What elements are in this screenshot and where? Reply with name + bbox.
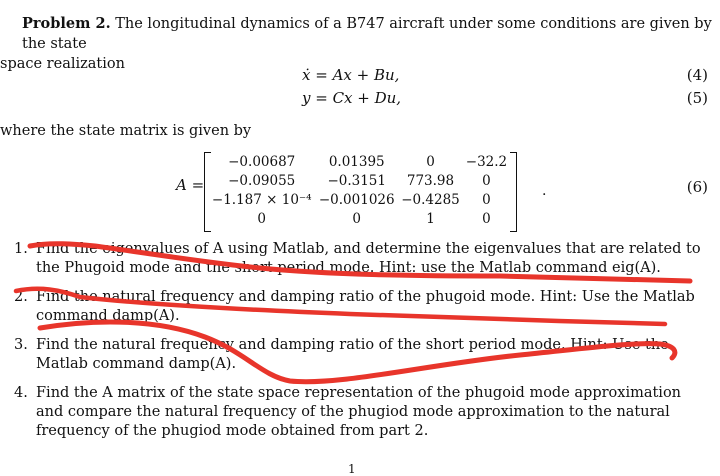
question-item (14, 240, 710, 278)
matrix-label: A = (176, 176, 205, 194)
question-number: 3. (14, 337, 28, 353)
problem-intro (0, 14, 712, 74)
equation-number-6: (6) (686, 178, 708, 196)
equation-number-4: (4) (686, 66, 708, 84)
matrix-cell: 0.01395 (328, 154, 385, 170)
intro-line-2: space realization (0, 56, 125, 72)
question-number: 4. (14, 385, 28, 401)
matrix-cell: −0.4285 (401, 192, 460, 208)
matrix-cell: −0.09055 (228, 173, 296, 189)
page-number: 1 (348, 462, 356, 476)
equation-number-5: (5) (686, 89, 708, 107)
question-number: 1. (14, 241, 28, 257)
where-text: where the state matrix is given by (0, 123, 252, 139)
matrix-cell: 0 (257, 211, 266, 227)
question-text: Find the A matrix of the state space representation of the phugoid mode approximation and compare the natural frequency of the phugiod mode approximation to the natural frequency of the phugiod mode obtained from part 2. (36, 385, 682, 439)
matrix-cell: 0 (482, 211, 491, 227)
question-text: Find the natural frequency and damping ratio of the phugoid mode. Hint: Use the Matlab command damp(A). (36, 289, 695, 324)
matrix-cell: −1.187 × 10⁻⁴ (211, 192, 312, 208)
output-equation: y = Cx + Du, (302, 89, 402, 107)
matrix-cell: 0 (482, 192, 491, 208)
matrix-cell: 0 (426, 154, 435, 170)
question-item (14, 384, 710, 441)
matrix-cell: 773.98 (406, 173, 455, 189)
problem-label: Problem 2. (22, 15, 111, 32)
matrix-row (208, 153, 510, 172)
matrix-row (208, 191, 510, 210)
matrix-cell: −0.001026 (318, 192, 395, 208)
matrix-cell: −32.2 (465, 154, 508, 170)
question-item (14, 336, 710, 374)
intro-line-1: The longitudinal dynamics of a B747 aircraft under some conditions are given by the state (22, 16, 712, 52)
matrix-cell: 0 (482, 173, 491, 189)
question-text: Find the natural frequency and damping ratio of the short period mode. Hint: Use the Matlab command damp(A). (36, 337, 669, 372)
matrix-cell: −0.00687 (228, 154, 296, 170)
matrix-cell: 1 (426, 211, 435, 227)
matrix-row (208, 172, 510, 191)
question-list (14, 240, 710, 451)
matrix-row (208, 210, 510, 229)
question-item (14, 288, 710, 326)
matrix-cell: 0 (352, 211, 362, 227)
matrix-right-bracket (510, 152, 517, 232)
matrix-trailing-period: . (542, 183, 547, 199)
question-number: 2. (14, 289, 28, 305)
state-matrix (208, 153, 510, 229)
question-text: Find the eigenvalues of A using Matlab, and determine the eigenvalues that are related to the Phugoid mode and the short period mode. Hint: use the Matlab command eig(A). (36, 241, 701, 276)
state-equation: ẋ = Ax + Bu, (302, 66, 400, 84)
matrix-cell: −0.3151 (327, 173, 386, 189)
